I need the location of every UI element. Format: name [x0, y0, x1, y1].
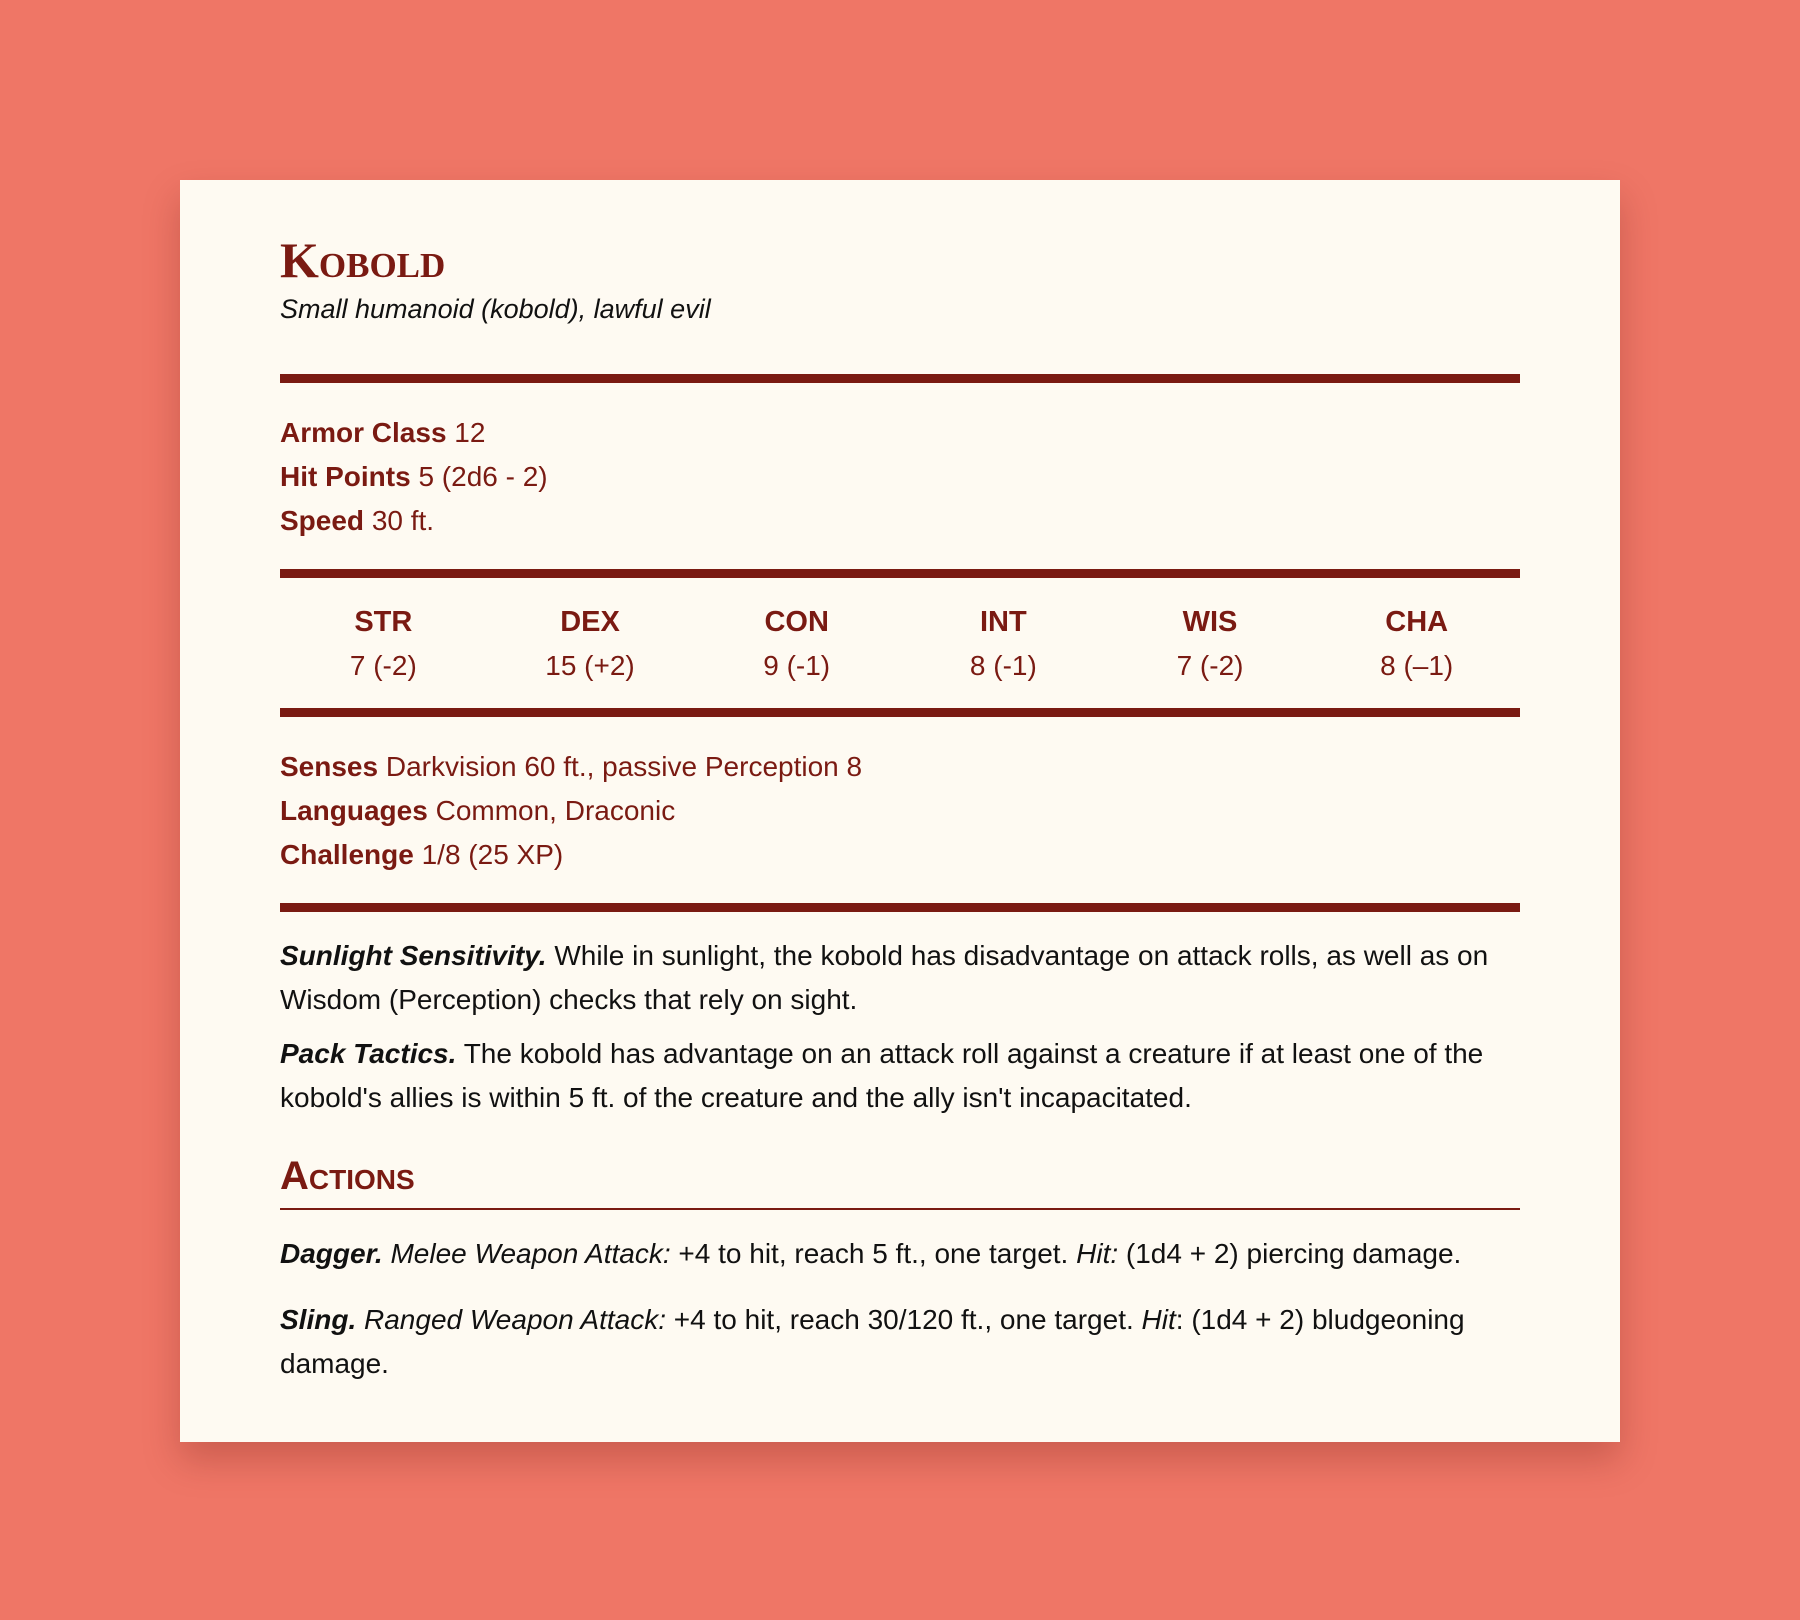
- hit-points-label: Hit Points: [280, 461, 411, 492]
- hit-label: Hit:: [1076, 1238, 1119, 1269]
- ability-name: DEX: [560, 606, 620, 638]
- hit-text: : (1d4 + 2) bludgeoning damage.: [280, 1304, 1465, 1379]
- ability-name: STR: [354, 606, 413, 638]
- detail-stats: [280, 745, 1520, 877]
- hit-points-row: [280, 455, 1520, 499]
- trait-text: The kobold has advantage on an attack roll against a creature if at least one of the kobold's allies is within 5 ft. of the creature and the ally isn't incapacitated.: [280, 1038, 1484, 1113]
- action-sling: [280, 1298, 1520, 1386]
- trait-name: Sunlight Sensitivity.: [280, 940, 547, 971]
- ability-name: WIS: [1182, 606, 1238, 638]
- ability-score: 8 (-1): [969, 650, 1037, 681]
- languages-value: Common, Draconic: [435, 795, 676, 826]
- ability-name: INT: [979, 606, 1027, 638]
- trait-name: Pack Tactics.: [280, 1038, 457, 1069]
- speed-value: 30 ft.: [371, 505, 435, 536]
- hit-label: Hit: [1141, 1304, 1176, 1335]
- action-name: Dagger.: [280, 1238, 383, 1269]
- ability-str: [280, 600, 487, 688]
- ability-name: CON: [764, 606, 829, 638]
- section-divider: [280, 374, 1520, 383]
- ability-scores: [280, 600, 1520, 688]
- speed-label: Speed: [280, 505, 365, 536]
- challenge-label: Challenge: [280, 839, 414, 870]
- languages-label: Languages: [280, 795, 428, 826]
- trait-sunlight-sensitivity: [280, 934, 1520, 1022]
- hit-text: (1d4 + 2) piercing damage.: [1125, 1238, 1462, 1269]
- actions-heading: Actions: [280, 1154, 415, 1198]
- trait-text: While in sunlight, the kobold has disadvantage on attack rolls, as well as on Wisdom (Perception) checks that rely on sight.: [280, 940, 1489, 1015]
- armor-class-label: Armor Class: [280, 417, 447, 448]
- ability-score: 9 (-1): [763, 650, 831, 681]
- ability-score: 8 (–1): [1380, 650, 1454, 681]
- trait-pack-tactics: [280, 1032, 1520, 1120]
- challenge-value: 1/8 (25 XP): [421, 839, 564, 870]
- attack-text: +4 to hit, reach 5 ft., one target.: [678, 1238, 1069, 1269]
- senses-label: Senses: [280, 751, 379, 782]
- monster-name: Kobold: [280, 232, 446, 288]
- basic-stats: [280, 411, 1520, 543]
- action-name: Sling.: [280, 1304, 357, 1335]
- ability-name: CHA: [1385, 606, 1449, 638]
- challenge-row: [280, 833, 1520, 877]
- ability-int: [900, 600, 1107, 688]
- armor-class-row: [280, 411, 1520, 455]
- ability-cha: [1313, 600, 1520, 688]
- action-dagger: [280, 1232, 1520, 1276]
- section-divider: [280, 708, 1520, 717]
- ability-wis: [1107, 600, 1314, 688]
- attack-text: +4 to hit, reach 30/120 ft., one target.: [673, 1304, 1134, 1335]
- ability-dex: [487, 600, 694, 688]
- ability-score: 15 (+2): [545, 650, 635, 681]
- section-divider: [280, 569, 1520, 578]
- stat-block-card: [180, 180, 1620, 1442]
- attack-type: Melee Weapon Attack:: [390, 1238, 671, 1269]
- senses-value: Darkvision 60 ft., passive Perception 8: [385, 751, 863, 782]
- section-divider: [280, 903, 1520, 912]
- ability-con: [693, 600, 900, 688]
- armor-class-value: 12: [454, 417, 486, 448]
- languages-row: [280, 789, 1520, 833]
- ability-score: 7 (-2): [1176, 650, 1244, 681]
- attack-type: Ranged Weapon Attack:: [364, 1304, 666, 1335]
- actions-divider: [280, 1208, 1520, 1210]
- hit-points-value: 5 (2d6 - 2): [418, 461, 548, 492]
- senses-row: [280, 745, 1520, 789]
- monster-meta: Small humanoid (kobold), lawful evil: [280, 294, 711, 324]
- speed-row: [280, 499, 1520, 543]
- ability-score: 7 (-2): [349, 650, 417, 681]
